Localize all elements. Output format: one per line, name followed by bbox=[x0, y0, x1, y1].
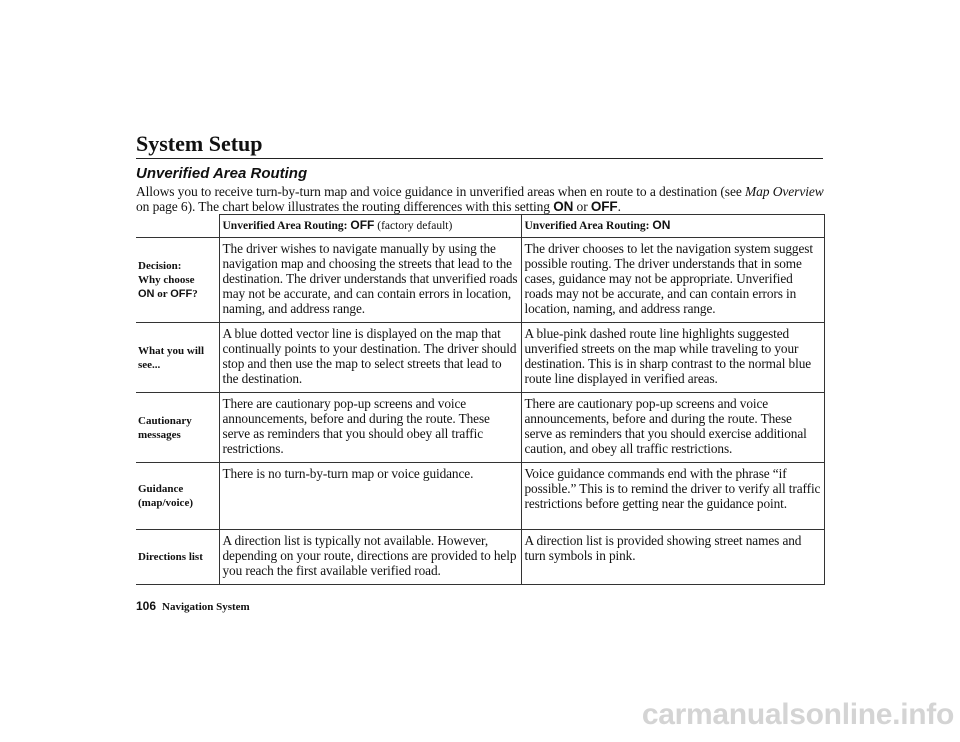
subsection-title: Unverified Area Routing bbox=[136, 165, 308, 182]
row-label-on: ON bbox=[138, 288, 155, 300]
cell-directions-off: A direction list is typically not available. However, depending on your route, directions are provided to help you reach the first available verified road. bbox=[219, 530, 521, 585]
cell-directions-on: A direction list is provided showing street names and turn symbols in pink. bbox=[521, 530, 824, 585]
column-header-off bbox=[219, 215, 521, 238]
table-row-directions bbox=[136, 530, 824, 585]
intro-or: or bbox=[573, 199, 591, 214]
row-label: (map/voice) bbox=[138, 497, 193, 509]
cell-what-you-see-on: A blue-pink dashed route line highlights suggested unverified streets on the map while traveling to your destination. This is in sharp contrast to the normal blue route line displayed in verified areas. bbox=[521, 323, 824, 393]
row-header-guidance bbox=[136, 463, 219, 530]
intro-text-1: Allows you to receive turn-by-turn map and voice guidance in unverified areas when en route to a destination (see bbox=[136, 184, 746, 199]
column-off-note: (factory default) bbox=[374, 220, 453, 232]
row-label-or: or bbox=[154, 288, 171, 300]
row-label: messages bbox=[138, 428, 181, 441]
table-row-what-you-see bbox=[136, 323, 824, 393]
cell-cautionary-on: There are cautionary pop-up screens and voice announcements, before and during the route. These serve as reminders that you should exercise additional caution, and obey all traffic restrictions. bbox=[521, 393, 824, 463]
column-on-value: ON bbox=[652, 218, 671, 232]
column-off-value: OFF bbox=[350, 218, 375, 232]
row-label: Why choose bbox=[138, 274, 195, 286]
row-label: Decision: bbox=[138, 260, 182, 272]
row-label: What you will bbox=[138, 344, 205, 357]
table-row-cautionary bbox=[136, 393, 824, 463]
off-setting-label: OFF bbox=[590, 199, 618, 214]
page-number: 106 bbox=[136, 599, 157, 613]
cell-guidance-on: Voice guidance commands end with the phrase “if possible.” This is to remind the driver to verify all traffic restrictions before getting near the guidance point. bbox=[521, 463, 824, 530]
intro-paragraph bbox=[136, 184, 826, 214]
table-corner bbox=[136, 215, 219, 238]
cell-decision-on: The driver chooses to let the navigation system suggest possible routing. The driver understands that in some cases, guidance may not be appropriate. Unverified roads may not be accurate, and can contain errors in location, naming, and address range. bbox=[521, 238, 824, 323]
cell-decision-off: The driver wishes to navigate manually by using the navigation map and choosing the streets that lead to the destination. The driver understands that unverified roads may not be accurate, and can contain errors in location, naming, and address range. bbox=[219, 238, 521, 323]
footer-title: Navigation System bbox=[162, 601, 250, 613]
table-row-decision bbox=[136, 238, 824, 323]
row-label-off: OFF bbox=[170, 288, 193, 300]
title-divider bbox=[136, 158, 823, 159]
cell-what-you-see-off: A blue dotted vector line is displayed on the map that continually points to your destination. The driver should stop and then use the map to select streets that lead to the destination. bbox=[219, 323, 521, 393]
row-label: Guidance bbox=[138, 483, 184, 495]
section-title: System Setup bbox=[136, 131, 263, 156]
page-footer bbox=[136, 599, 250, 613]
map-overview-reference: Map Overview bbox=[745, 184, 824, 199]
cell-cautionary-off: There are cautionary pop-up screens and voice announcements, before and during the route. These serve as reminders that you should obey all traffic restrictions. bbox=[219, 393, 521, 463]
row-header-what-you-see bbox=[136, 323, 219, 393]
row-label-question: ? bbox=[192, 288, 198, 300]
on-setting-label: ON bbox=[553, 199, 574, 214]
intro-text-2: on page 6). The chart below illustrates the routing differences with this setting bbox=[136, 199, 554, 214]
table-header-row bbox=[136, 215, 824, 238]
column-off-label: Unverified Area Routing: bbox=[222, 220, 351, 232]
cell-guidance-off: There is no turn-by-turn map or voice guidance. bbox=[219, 463, 521, 530]
row-label: see... bbox=[138, 358, 161, 371]
row-header-directions: Directions list bbox=[136, 530, 219, 585]
column-header-on bbox=[521, 215, 824, 238]
row-header-decision bbox=[136, 238, 219, 323]
intro-end: . bbox=[617, 199, 621, 214]
row-header-cautionary bbox=[136, 393, 219, 463]
watermark: carmanualsonline.info bbox=[641, 698, 954, 731]
row-label: Cautionary bbox=[138, 414, 192, 427]
table-row-guidance bbox=[136, 463, 824, 530]
column-on-label: Unverified Area Routing: bbox=[524, 220, 653, 232]
routing-comparison-table bbox=[136, 214, 825, 585]
